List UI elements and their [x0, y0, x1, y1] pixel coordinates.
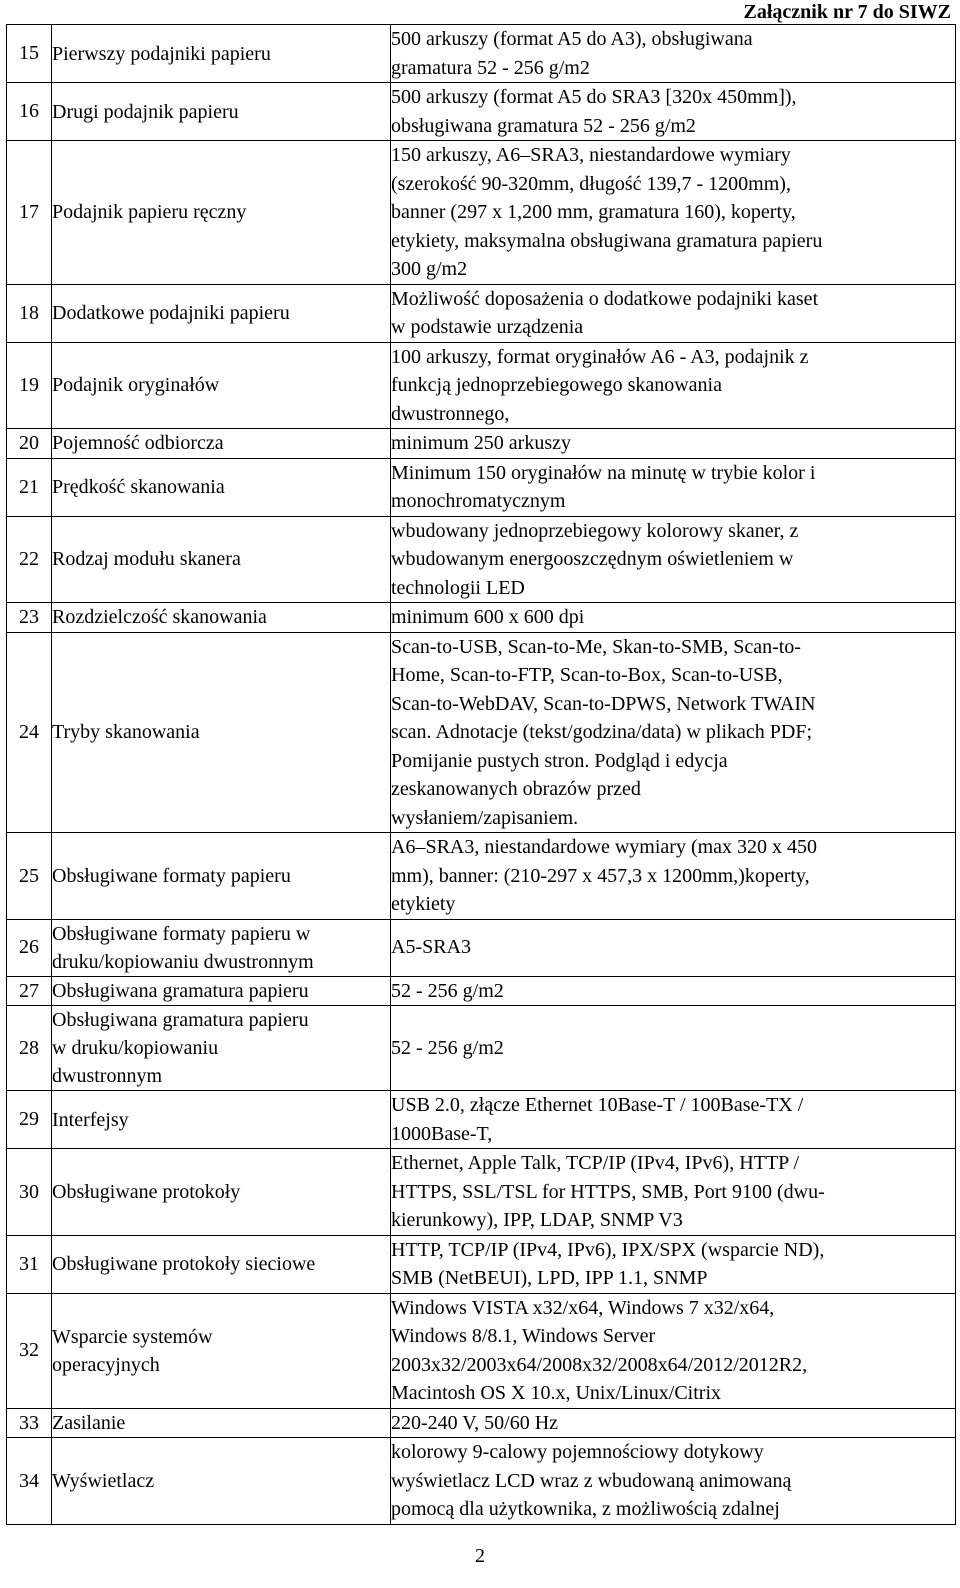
table-row	[7, 1091, 956, 1149]
table-row	[7, 1006, 956, 1091]
parameter-value: HTTP, TCP/IP (IPv4, IPv6), IPX/SPX (wsparcie ND), SMB (NetBEUI), LPD, IPP 1.1, SNMP	[391, 1235, 956, 1293]
row-number: 31	[7, 1235, 52, 1293]
specification-table	[6, 24, 956, 1525]
specification-table-body	[7, 25, 956, 1525]
table-row	[7, 1438, 956, 1525]
table-row	[7, 603, 956, 633]
table-row	[7, 1293, 956, 1408]
parameter-name: Tryby skanowania	[52, 632, 391, 833]
parameter-value: A6–SRA3, niestandardowe wymiary (max 320 x 450 mm), banner: (210-297 x 457,3 x 1200mm,)koperty, etykiety	[391, 833, 956, 920]
table-row	[7, 458, 956, 516]
parameter-name: Obsługiwana gramatura papieru w druku/kopiowaniu dwustronnym	[52, 1006, 391, 1091]
parameter-name: Dodatkowe podajniki papieru	[52, 284, 391, 342]
parameter-name: Wsparcie systemów operacyjnych	[52, 1293, 391, 1408]
parameter-name: Obsługiwana gramatura papieru	[52, 976, 391, 1006]
table-row	[7, 1235, 956, 1293]
parameter-name: Drugi podajnik papieru	[52, 83, 391, 141]
parameter-name: Obsługiwane protokoły sieciowe	[52, 1235, 391, 1293]
table-row	[7, 429, 956, 459]
table-row	[7, 833, 956, 920]
table-row	[7, 342, 956, 429]
row-number: 24	[7, 632, 52, 833]
row-number: 20	[7, 429, 52, 459]
row-number: 32	[7, 1293, 52, 1408]
row-number: 28	[7, 1006, 52, 1091]
parameter-value: Ethernet, Apple Talk, TCP/IP (IPv4, IPv6), HTTP / HTTPS, SSL/TSL for HTTPS, SMB, Port 9100 (dwu- kierunkowy), IPP, LDAP, SNMP V3	[391, 1149, 956, 1236]
parameter-value: 100 arkuszy, format oryginałów A6 - A3, podajnik z funkcją jednoprzebiegowego skanowania dwustronnego,	[391, 342, 956, 429]
parameter-value: 150 arkuszy, A6–SRA3, niestandardowe wymiary (szerokość 90-320mm, długość 139,7 - 1200mm), banner (297 x 1,200 mm, gramatura 160), koperty, etykiety, maksymalna obsługiwana gramatura papieru 300 g/m2	[391, 141, 956, 285]
table-row	[7, 1408, 956, 1438]
row-number: 26	[7, 919, 52, 976]
row-number: 19	[7, 342, 52, 429]
row-number: 16	[7, 83, 52, 141]
parameter-name: Obsługiwane protokoły	[52, 1149, 391, 1236]
row-number: 22	[7, 516, 52, 603]
parameter-value: Możliwość doposażenia o dodatkowe podajniki kaset w podstawie urządzenia	[391, 284, 956, 342]
row-number: 17	[7, 141, 52, 285]
row-number: 34	[7, 1438, 52, 1525]
parameter-value: 500 arkuszy (format A5 do SRA3 [320x 450mm]), obsługiwana gramatura 52 - 256 g/m2	[391, 83, 956, 141]
table-row	[7, 516, 956, 603]
table-row	[7, 976, 956, 1006]
row-number: 15	[7, 25, 52, 83]
page-number: 2	[475, 1545, 485, 1567]
table-row	[7, 141, 956, 285]
parameter-value: USB 2.0, złącze Ethernet 10Base-T / 100Base-TX / 1000Base-T,	[391, 1091, 956, 1149]
table-row	[7, 25, 956, 83]
parameter-value: minimum 600 x 600 dpi	[391, 603, 956, 633]
table-row	[7, 1149, 956, 1236]
parameter-value: Scan-to-USB, Scan-to-Me, Skan-to-SMB, Scan-to- Home, Scan-to-FTP, Scan-to-Box, Scan-to-USB, Scan-to-WebDAV, Scan-to-DPWS, Network TWAIN scan. Adnotacje (tekst/godzina/data) w plikach PDF; Pomijanie pustych stron. Podgląd i edycja zeskanowanych obrazów przed wysłaniem/zapisaniem.	[391, 632, 956, 833]
table-row	[7, 83, 956, 141]
parameter-name: Rozdzielczość skanowania	[52, 603, 391, 633]
parameter-name: Pierwszy podajniki papieru	[52, 25, 391, 83]
row-number: 25	[7, 833, 52, 920]
parameter-value: wbudowany jednoprzebiegowy kolorowy skaner, z wbudowanym energooszczędnym oświetleniem w technologii LED	[391, 516, 956, 603]
parameter-value: kolorowy 9-calowy pojemnościowy dotykowy wyświetlacz LCD wraz z wbudowaną animowaną pomocą dla użytkownika, z możliwością zdalnej	[391, 1438, 956, 1525]
parameter-value: 220-240 V, 50/60 Hz	[391, 1408, 956, 1438]
row-number: 29	[7, 1091, 52, 1149]
parameter-name: Obsługiwane formaty papieru w druku/kopiowaniu dwustronnym	[52, 919, 391, 976]
row-number: 33	[7, 1408, 52, 1438]
parameter-value: Windows VISTA x32/x64, Windows 7 x32/x64, Windows 8/8.1, Windows Server 2003x32/2003x64/2008x32/2008x64/2012/2012R2, Macintosh OS X 10.x, Unix/Linux/Citrix	[391, 1293, 956, 1408]
table-row	[7, 919, 956, 976]
parameter-name: Zasilanie	[52, 1408, 391, 1438]
table-row	[7, 632, 956, 833]
parameter-value: A5-SRA3	[391, 919, 956, 976]
parameter-name: Prędkość skanowania	[52, 458, 391, 516]
parameter-name: Rodzaj modułu skanera	[52, 516, 391, 603]
document-header: Załącznik nr 7 do SIWZ	[743, 1, 951, 23]
parameter-value: 52 - 256 g/m2	[391, 1006, 956, 1091]
row-number: 23	[7, 603, 52, 633]
row-number: 27	[7, 976, 52, 1006]
parameter-value: 500 arkuszy (format A5 do A3), obsługiwana gramatura 52 - 256 g/m2	[391, 25, 956, 83]
parameter-name: Podajnik papieru ręczny	[52, 141, 391, 285]
parameter-name: Pojemność odbiorcza	[52, 429, 391, 459]
row-number: 21	[7, 458, 52, 516]
parameter-name: Podajnik oryginałów	[52, 342, 391, 429]
row-number: 18	[7, 284, 52, 342]
parameter-value: 52 - 256 g/m2	[391, 976, 956, 1006]
row-number: 30	[7, 1149, 52, 1236]
parameter-value: minimum 250 arkuszy	[391, 429, 956, 459]
table-row	[7, 284, 956, 342]
parameter-name: Obsługiwane formaty papieru	[52, 833, 391, 920]
parameter-name: Wyświetlacz	[52, 1438, 391, 1525]
parameter-value: Minimum 150 oryginałów na minutę w trybie kolor i monochromatycznym	[391, 458, 956, 516]
parameter-name: Interfejsy	[52, 1091, 391, 1149]
